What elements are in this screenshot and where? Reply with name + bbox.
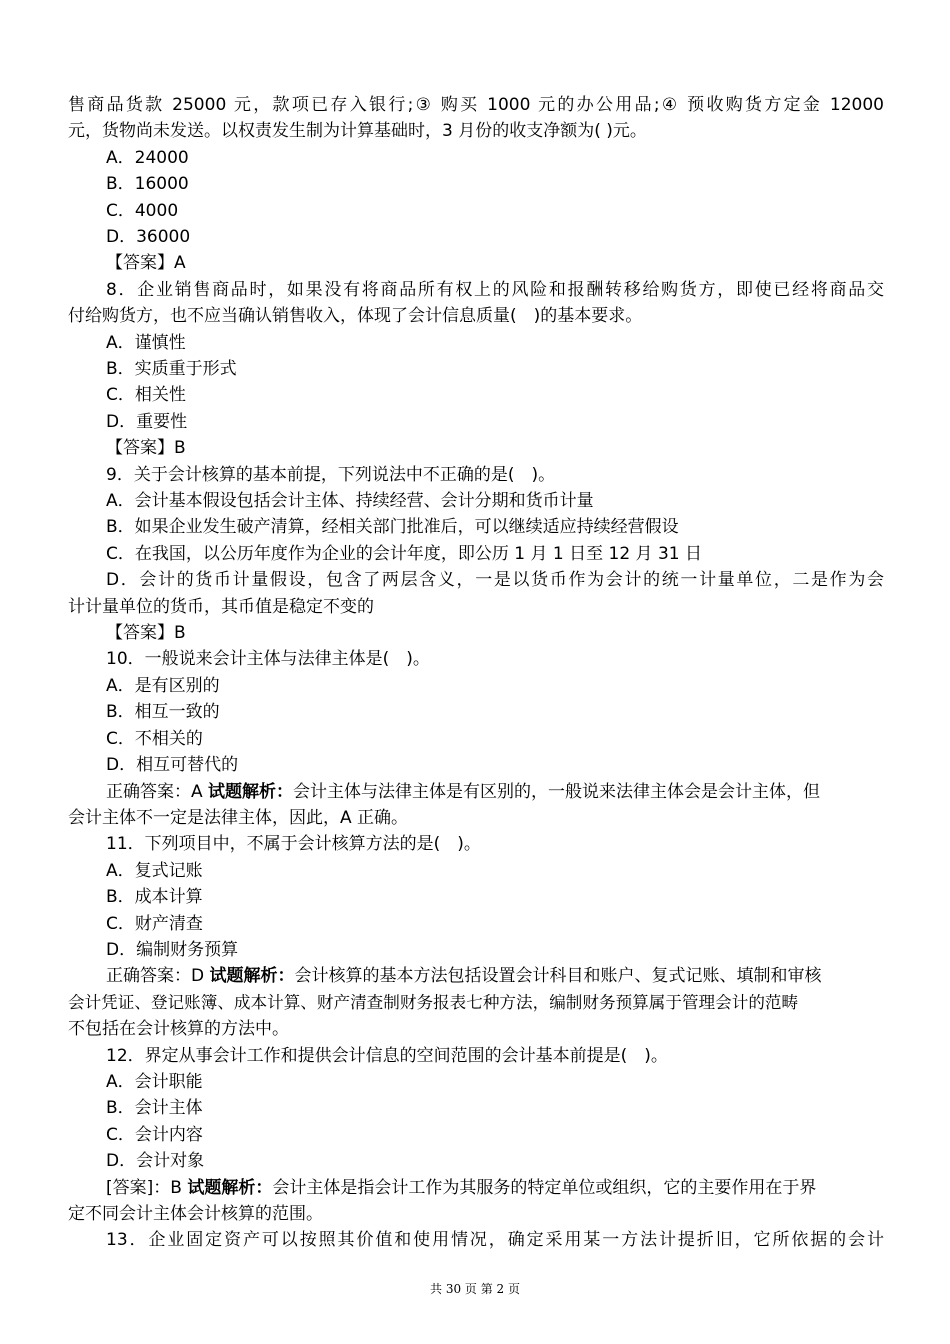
q12-explanation-label: 试题解析： <box>187 1177 273 1198</box>
q9-option-a: A．会计基本假设包括会计主体、持续经营、会计分期和货币计量 <box>106 491 594 512</box>
q8-option-b: B．实质重于形式 <box>106 359 237 380</box>
q11-correct-answer: 正确答案：D <box>106 966 210 987</box>
q11-explanation-text: 会计核算的基本方法包括设置会计科目和账户、复式记账、填制和审核 <box>294 966 822 987</box>
q8-text-line-1: 8．企业销售商品时，如果没有将商品所有权上的风险和报酬转移给购货方，即使已经将商品交 <box>106 279 884 300</box>
q7-text-line-1: 售商品货款 25000 元，款项已存入银行;③ 购买 1000 元的办公用品;④ 预收购货方定金 12000 <box>68 95 884 115</box>
q7-option-b: B．16000 <box>106 174 189 195</box>
q7-answer: 【答案】A <box>106 253 186 274</box>
q11-explanation-label: 试题解析： <box>209 966 295 987</box>
q13-text-line-1: 13．企业固定资产可以按照其价值和使用情况，确定采用某一方法计提折旧，它所依据的会计 <box>106 1230 884 1251</box>
q9-text-line-1: 9．关于会计核算的基本前提，下列说法中不正确的是( )。 <box>106 464 556 485</box>
q8-option-c: C．相关性 <box>106 385 186 406</box>
page-footer: 共 30 页 第 2 页 <box>430 1282 520 1296</box>
q11-option-c: C．财产清查 <box>106 913 203 934</box>
q10-option-d: D．相互可替代的 <box>106 755 239 776</box>
q10-option-a: A．是有区别的 <box>106 675 220 696</box>
q11-option-d: D．编制财务预算 <box>106 939 239 960</box>
q9-answer: 【答案】B <box>106 623 186 644</box>
q12-option-b: B．会计主体 <box>106 1098 203 1119</box>
q12-option-c: C．会计内容 <box>106 1124 203 1145</box>
q8-option-d: D．重要性 <box>106 411 188 432</box>
q11-text-line-1: 11．下列项目中，不属于会计核算方法的是( )。 <box>106 834 481 855</box>
q10-correct-answer: 正确答案：A <box>106 781 209 802</box>
document-body <box>68 92 884 1254</box>
q12-explanation-line-1 <box>68 1175 884 1201</box>
q11-option-b: B．成本计算 <box>106 887 203 908</box>
q10-explanation-text: 会计主体与法律主体是有区别的，一般说来法律主体会是会计主体，但 <box>293 781 821 802</box>
q11-option-a: A．复式记账 <box>106 860 203 881</box>
q10-option-c: C．不相关的 <box>106 728 203 749</box>
q12-option-d: D．会计对象 <box>106 1151 205 1172</box>
q11-explanation-line-1 <box>68 963 884 989</box>
q11-explanation-line-2: 会计凭证、登记账簿、成本计算、财产清查制财务报表七种方法，编制财务预算属于管理会计的范畴 <box>68 992 799 1012</box>
q9-option-b: B．如果企业发生破产清算，经相关部门批准后，可以继续适应持续经营假设 <box>106 517 679 538</box>
q11-explanation-line-3: 不包括在会计核算的方法中。 <box>68 1019 289 1040</box>
q10-option-b: B．相互一致的 <box>106 702 220 723</box>
q7-option-c: C．4000 <box>106 200 179 221</box>
q9-option-d-line-1: D．会计的货币计量假设，包含了两层含义，一是以货币作为会计的统一计量单位，二是作为会 <box>106 570 884 591</box>
q12-answer: [答案]：B <box>106 1177 188 1198</box>
q7-option-d: D．36000 <box>106 227 191 248</box>
q12-text-line-1: 12．界定从事会计工作和提供会计信息的空间范围的会计基本前提是( )。 <box>106 1045 668 1066</box>
q12-explanation-line-2: 定不同会计主体会计核算的范围。 <box>68 1204 323 1225</box>
q9-option-c: C．在我国，以公历年度作为企业的会计年度，即公历 1 月 1 日至 12 月 31 日 <box>106 543 702 564</box>
q8-text-line-2: 付给购货方，也不应当确认销售收入，体现了会计信息质量( )的基本要求。 <box>68 306 643 327</box>
q10-explanation-line-2: 会计主体不一定是法律主体，因此，A 正确。 <box>68 807 409 828</box>
q9-option-d-line-2: 计计量单位的货币，其币值是稳定不变的 <box>68 596 374 617</box>
q10-text-line-1: 10．一般说来会计主体与法律主体是( )。 <box>106 649 430 670</box>
q12-option-a: A．会计职能 <box>106 1071 203 1092</box>
q10-explanation-line-1 <box>68 779 884 805</box>
q7-text-line-2: 元，货物尚未发送。以权责发生制为计算基础时，3 月份的收支净额为( )元。 <box>68 121 647 142</box>
q8-answer: 【答案】B <box>106 438 186 459</box>
q7-option-a: A．24000 <box>106 147 189 168</box>
q12-explanation-text: 会计主体是指会计工作为其服务的特定单位或组织，它的主要作用在于界 <box>272 1177 817 1198</box>
q10-explanation-label: 试题解析： <box>208 781 294 802</box>
q8-option-a: A．谨慎性 <box>106 332 186 353</box>
